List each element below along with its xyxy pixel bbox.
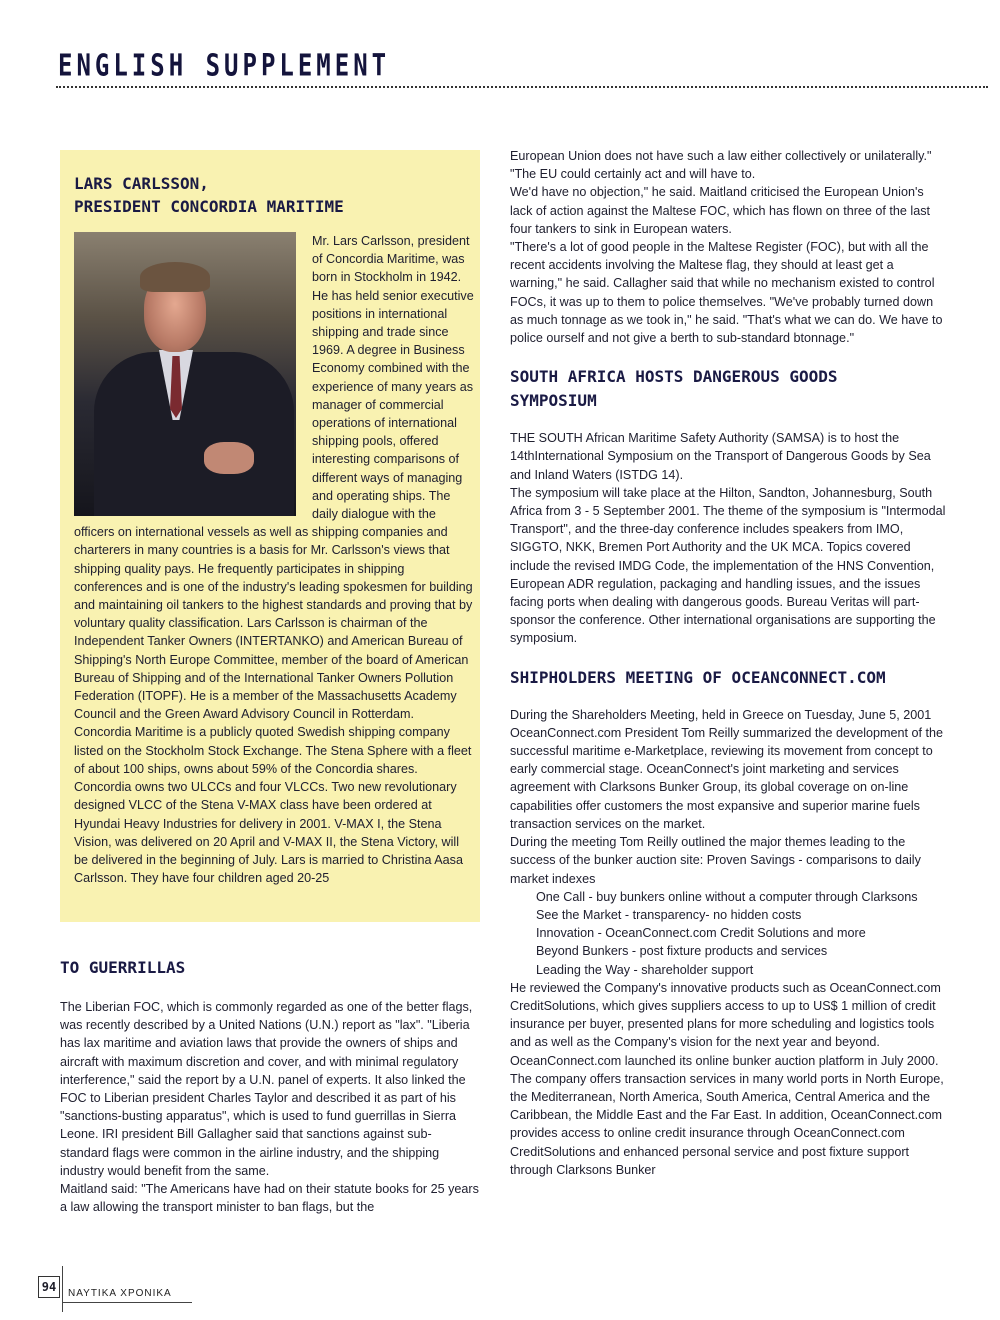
magazine-name: ΝΑΥΤΙΚΑ ΧΡΟΝΙΚΑ xyxy=(68,1288,172,1299)
oceanconnect-title: SHIPHOLDERS MEETING OF OCEANCONNECT.COM xyxy=(510,667,886,687)
left-column-lower xyxy=(60,956,480,1216)
guerrillas-paragraph-2: Maitland said: "The Americans have had on their statute books for 25 years a law allowing the transport minister to ban flags, but the xyxy=(60,1182,479,1215)
theme-item: See the Market - transparency- no hidden costs xyxy=(536,907,802,922)
footer-divider-vertical xyxy=(62,1266,63,1312)
supplement-header: ENGLISH SUPPLEMENT xyxy=(58,48,391,83)
right-column xyxy=(510,147,946,1179)
theme-item: Beyond Bunkers - post fixture products and services xyxy=(536,944,828,959)
south-africa-title xyxy=(510,365,946,413)
theme-item: Innovation - OceanConnect.com Credit Solutions and more xyxy=(536,926,866,941)
profile-text: Mr. Lars Carlsson, president of Concordia Maritime, was born in Stockholm in 1942. He has held senior executive positions in international shipping and trade since 1969. A degree in Business Economy combined with the experience of many years as manager of commercial operations of international shipping pools, offered interesting comparisons of different ways of managing and operating ships. The daily dialogue with the officers on international vessels as well as shipping companies and charterers in many countries is a basis for Mr. Carlsson's views that shipping quality pays. He frequently participates in shipping conferences and is one of the industry's leading spokesmen for building and maintaining oil tankers to the highest standards and proving that by voluntary quality classification. Lars Carlsson is chairman of the Independent Tanker Owners (INTERTANKO) and American Bureau of Shipping's North Europe Committee, member of the board of American Bureau of Shipping and of the International Tanker Owners Pollution Federation (ITOPF). He is a member of the Massachusetts Academy Council and the Green Award Advisory Council in Rotterdam. Concordia Maritime is a publicly quoted Swedish shipping company listed on the Stockholm Stock Exchange. The Stena Sphere with a fleet of about 100 ships, owns about 59% of the Concordia shares. Concordia owns two ULCCs and four VLCCs. Two new revolutionary designed VLCC of the Stena V-MAX class have been ordered at Hyundai Heavy Industries for delivery in 2001. V-MAX I, the Stena Vision, was delivered on 20 April and V-MAX II, the Stena Victory, will be delivered in the beginning of July. Lars is married to Christina Aasa Carlsson. They have four children aged 20-25 xyxy=(74,234,474,886)
page-number: 94 xyxy=(38,1276,60,1298)
profile-title-line1: LARS CARLSSON, xyxy=(74,174,209,193)
profile-title xyxy=(74,172,474,218)
guerrillas-title: TO GUERRILLAS xyxy=(60,958,186,977)
portrait-photo xyxy=(74,232,296,516)
guerrillas-continued-1: European Union does not have such a law either collectively or unilaterally." "The EU could certainly act and will have to. xyxy=(510,149,932,182)
oceanconnect-paragraph-1: During the Shareholders Meeting, held in Greece on Tuesday, June 5, 2001 OceanConnect.com President Tom Reilly summarized the development of the successful maritime e-Marketplace, reviewing its movement from concept to early commercial stage. OceanConnect's joint marketing and services agreement with Clarksons Bunker Group, its global coverage on on-line capabilities offer customers the most expansive and superior marine fuels transaction services on the market. xyxy=(510,707,944,831)
guerrillas-continued-3: "There's a lot of good people in the Maltese Register (FOC), but with all the recent accidents involving the Maltese flag, they should at least get a warning," he said. Callagher said that while no mechanism existed to control FOCs, it was up to them to police themselves. "We've probably turned down as much tonnage as we took in," he said. "That's what we can do. We have to police ourself and not give a berth to sub-standard btonnage." xyxy=(510,240,943,346)
south-africa-paragraph-1: THE SOUTH African Maritime Safety Authority (SAMSA) is to host the 14thInternational Symposium on the Transport of Dangerous Goods by Sea and Inland Waters (ISTDG 14). xyxy=(510,431,931,482)
oceanconnect-paragraph-3: He reviewed the Company's innovative products such as OceanConnect.com CreditSolutions, which gives suppliers access to up to US$ 1 million of credit insurance per buyer, presented plans for more scheduling and logistics tools and as well as the Company's vision for the next year and beyond. xyxy=(510,980,941,1050)
profile-title-line2: PRESIDENT CONCORDIA MARITIME xyxy=(74,197,344,216)
theme-item: Leading the Way - shareholder support xyxy=(536,962,754,977)
guerrillas-paragraph-1: The Liberian FOC, which is commonly regarded as one of the better flags, was recently described by a United Nations (U.N.) report as "lax". "Liberia has lax maritime and aviation laws that provide the owners of ships and aircraft with maximum discretion and cover, and with minimal regulatory interference," said the report by a U.N. panel of experts. It also linked the FOC to Liberian president Charles Taylor and described it as part of his "sanctions-busting apparatus", which is used to fund guerrillas in Sierra Leone. IRI president Bill Gallagher said that sanctions against sub-standard flags were common in the airline industry, and the shipping industry would benefit from the same. xyxy=(60,1000,473,1178)
oceanconnect-paragraph-4: OceanConnect.com launched its online bunker auction platform in July 2000. The company offers transaction services in many world ports in North Europe, the Mediterranean, North America, South America, Central America and the Caribbean, the Middle East and the Far East. In addition, OceanConnect.com provides access to online credit insurance through OceanConnect.com CreditSolutions and enhanced personal service and post fixture support through Clarksons Bunker xyxy=(510,1053,944,1177)
theme-item: One Call - buy bunkers online without a computer through Clarksons xyxy=(536,889,918,904)
themes-list xyxy=(510,888,946,979)
guerrillas-continued-2: We'd have no objection," he said. Maitland criticised the European Union's lack of action against the Maltese FOC, which has flown on three of the last four tankers to sink in European waters. xyxy=(510,185,931,236)
oceanconnect-paragraph-2: During the meeting Tom Reilly outlined the major themes leading to the success of the bunker auction site: Proven Savings - comparisons to daily market indexes xyxy=(510,835,921,886)
footer-divider-horizontal xyxy=(62,1302,192,1303)
south-africa-paragraph-2: The symposium will take place at the Hilton, Sandton, Johannesburg, South Africa from 3 - 5 September 2001. The theme of the symposium is "Intermodal Transport", and the three-day conference includes speakers from IMO, SIGGTO, NKK, Bremen Port Authority and the UK MCA. Topics covered include the revised IMDG Code, the implementation of the HNS Convention, European ADR regulation, packaging and handling issues, and the issues facing ports when dealing with dangerous goods. Bureau Veritas will part-sponsor the conference. Other international organisations are supporting the symposium. xyxy=(510,485,946,646)
south-africa-title-line2: SYMPOSIUM xyxy=(510,391,597,411)
south-africa-title-line1: SOUTH AFRICA HOSTS DANGEROUS GOODS xyxy=(510,367,838,387)
header-divider xyxy=(56,86,988,88)
profile-box xyxy=(60,150,480,922)
